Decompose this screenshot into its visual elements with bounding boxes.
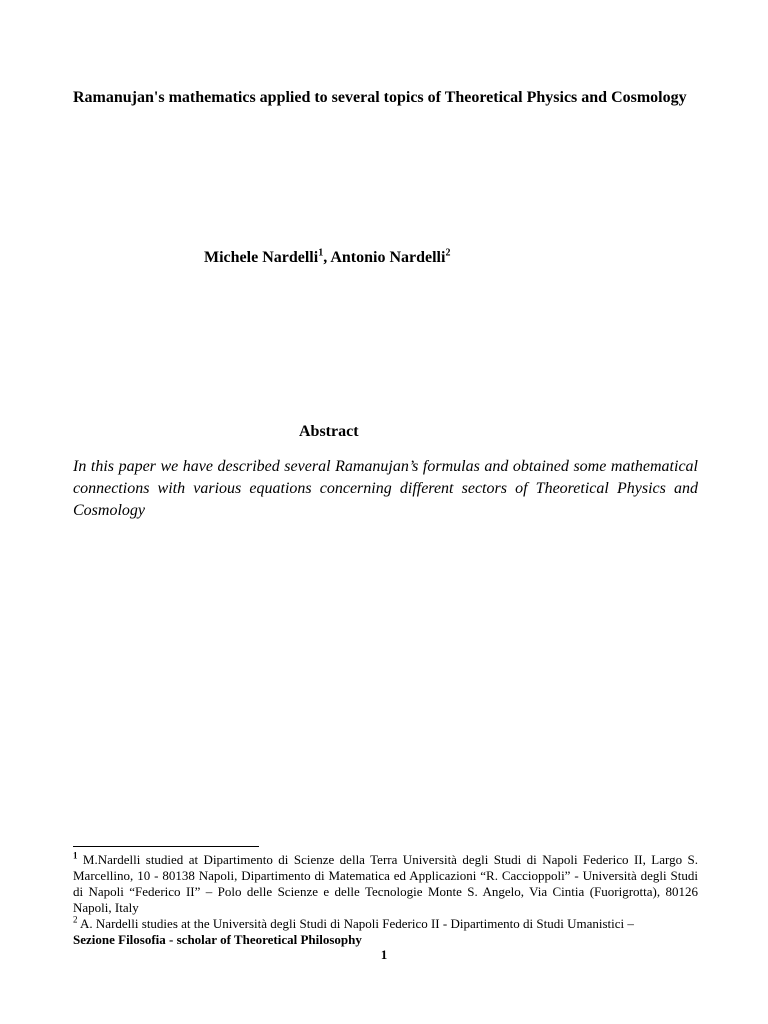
author-line (204, 247, 450, 269)
footnote-separator-rule (73, 846, 259, 847)
paper-title: Ramanujan's mathematics applied to several topics of Theoretical Physics and Cosmology (73, 89, 687, 106)
footnote-1 (73, 852, 698, 916)
footnote-2-bold-text: Sezione Filosofia - scholar of Theoretical Philosophy (73, 932, 362, 947)
footnote-1-mark: 1 (73, 850, 78, 861)
author-name-1: Michele Nardelli (204, 249, 319, 266)
footnote-2 (73, 916, 698, 948)
footnotes-section (73, 852, 698, 948)
author-footnote-mark-2: 2 (445, 247, 451, 259)
abstract-heading: Abstract (299, 423, 359, 440)
author-name-2: Antonio Nardelli (330, 249, 446, 266)
footnote-2-text: A. Nardelli studies at the Università degli Studi di Napoli Federico II - Dipartimento di Studi Umanistici – (77, 916, 634, 931)
abstract-body: In this paper we have described several Ramanujan’s formulas and obtained some mathematical connections with various equations concerning different sectors of Theoretical Physics and Cosmology (73, 458, 698, 519)
footnote-2-mark: 2 (73, 914, 78, 925)
author-separator: , (323, 249, 331, 266)
footnote-1-text: M.Nardelli studied at Dipartimento di Scienze della Terra Università degli Studi di Napoli Federico II, Largo S. Marcellino, 10 - 80138 Napoli, Dipartimento di Matematica ed Applicazioni “R. Caccioppoli” - Università degli Studi di Napoli “Federico II” – Polo delle Scienze e delle Tecnologie Monte S. Angelo, Via Cintia (Fuorigrotta), 80126 Napoli, Italy (73, 852, 698, 915)
page-number: 1 (380, 947, 388, 962)
author-footnote-mark-1: 1 (318, 247, 324, 259)
